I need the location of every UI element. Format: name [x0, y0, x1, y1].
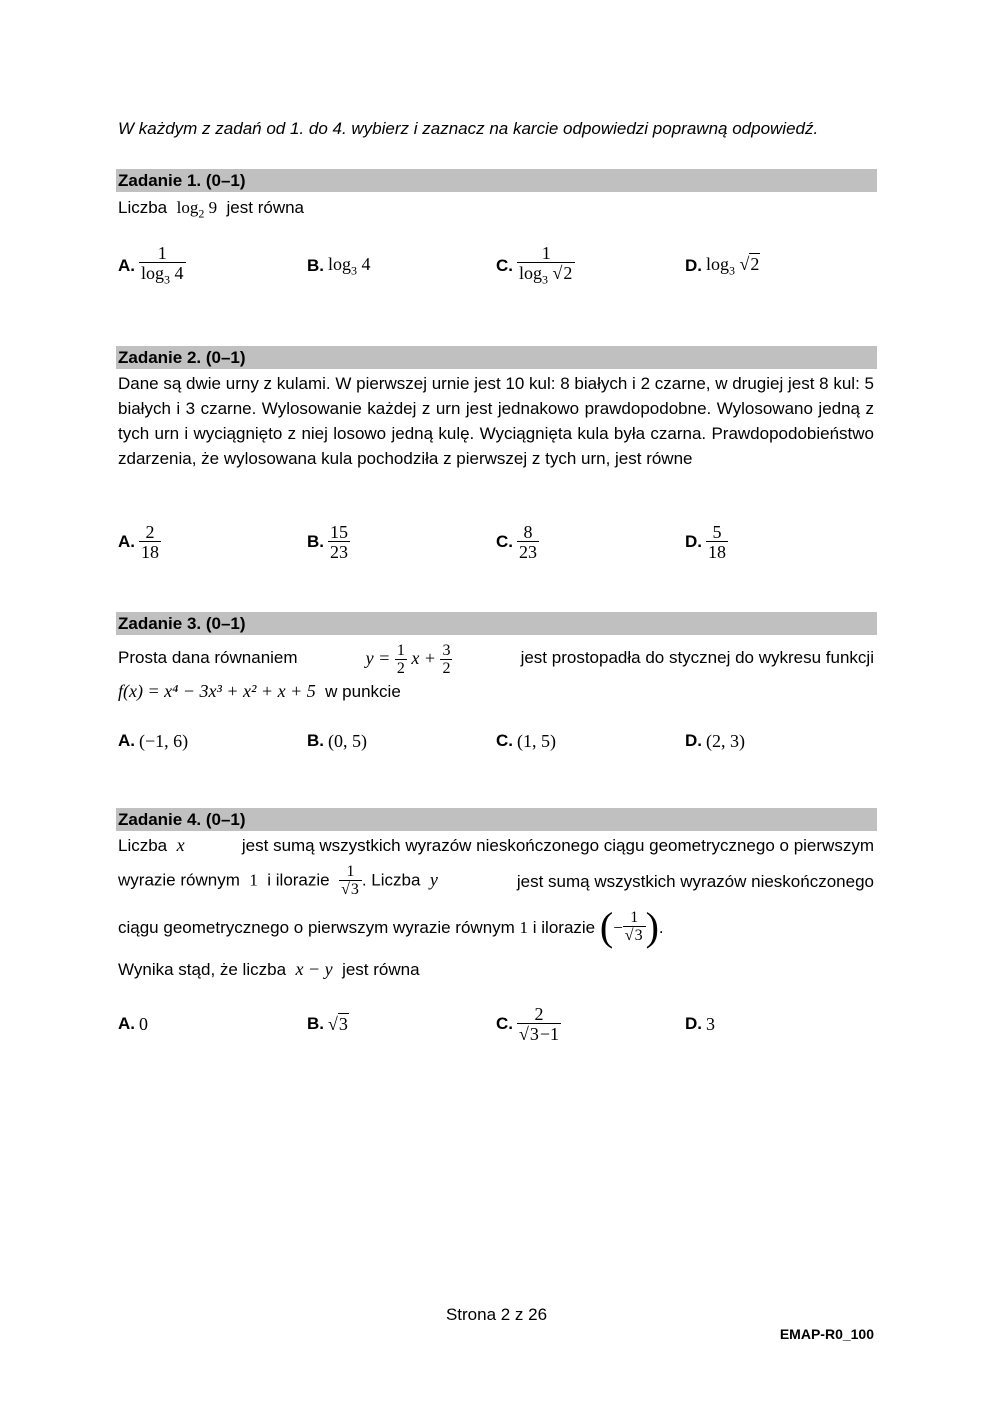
task-2-text: Dane są dwie urny z kulami. W pierwszej urnie jest 10 kul: 8 białych i 2 czarne, w drugiej jest 8 kul: 5 białych i 3 czarne. Wylosowanie każdej z urn jest jednakowo prawdopodobne. Wylosowano jedną z tych urn i wyciągnięto z niej losowo jedną kulę. Wyciągnięta kula była czarna. Prawdopodobieństwo zdarzenia, że wylosowana kula pochodziła z pierwszej z tych urn, jest równe [118, 374, 874, 468]
task-1-option-a[interactable]: A. $\frac{1}{\log_3 4}$ [118, 242, 184, 287]
task-4-option-c[interactable]: C. $\frac{2}{√3-1}$ [496, 1004, 560, 1044]
task-3-option-a[interactable]: A. (−1, 6) [118, 730, 189, 751]
instructions: W każdym z zadań od 1. do 4. wybierz i zaznacz na karcie odpowiedzi poprawną odpowiedź. [118, 119, 819, 138]
page-number: Strona 2 z 26 [445, 1305, 548, 1324]
task-4-option-b[interactable]: B. √3 [307, 1013, 348, 1034]
task-3-header: Zadanie 3. (0–1) [116, 612, 877, 635]
task-1-text: Liczba $\log_2 9$ jest równa [118, 198, 305, 221]
task-3-option-c[interactable]: C. (1, 5) [496, 730, 556, 751]
task-1-header: Zadanie 1. (0–1) [116, 169, 877, 192]
task-4-options [118, 1004, 878, 1044]
task-2-option-c[interactable]: C. $\frac{8}{23}$ [496, 522, 537, 562]
task-4-option-d[interactable]: D. 3 [685, 1013, 715, 1034]
task-2-option-b[interactable]: B. $\frac{15}{23}$ [307, 522, 348, 562]
right-paren: ) [645, 904, 659, 949]
task-1-option-c[interactable]: C. $\frac{1}{\log_3 √2}$ [496, 246, 575, 286]
task-2-options [118, 522, 878, 562]
task-3-option-d[interactable]: D. (2, 3) [685, 730, 745, 751]
task-2-option-a[interactable]: A. $\frac{2}{18}$ [118, 522, 159, 562]
task-1-option-b[interactable]: B. $\log_3 4$ [307, 253, 371, 278]
task-2-option-d[interactable]: D. $\frac{5}{18}$ [685, 522, 726, 562]
left-paren: ( [599, 904, 614, 949]
task-4-header: Zadanie 4. (0–1) [116, 808, 877, 831]
task-3-text: Prosta dana równaniem y = $\frac{1}{2}$ x + $\frac{3}{2}$ jest prostopadła do stycznej do wykresu funkcji f(x) = x⁴ − 3x³ + x² + x + 5 w punkcie [118, 641, 874, 701]
task-4-text: Liczba x jest sumą wszystkich wyrazów nieskończonego ciągu geometrycznego o pierwszym wyrazie równym 1 i ilorazie $\frac{1}{√3}$ . Liczba y jest sumą wszystkich wyrazów nieskończonego ciągu geometrycznego o pierwszym wyrazie równym 1 i ilorazie ( − $\frac{1}{√3}$ ) . Wynika stąd, że liczba x − y jest równa [118, 835, 874, 979]
task-2-header: Zadanie 2. (0–1) [116, 346, 877, 369]
task-1-option-d[interactable]: D. $\log_3 √2$ [685, 253, 760, 278]
task-1-options [118, 242, 878, 287]
task-4-option-a[interactable]: A. 0 [118, 1013, 148, 1034]
exam-code: EMAP-R0_100 [779, 1326, 874, 1342]
task-3-option-b[interactable]: B. (0, 5) [307, 730, 367, 751]
task-3-options [118, 721, 878, 761]
